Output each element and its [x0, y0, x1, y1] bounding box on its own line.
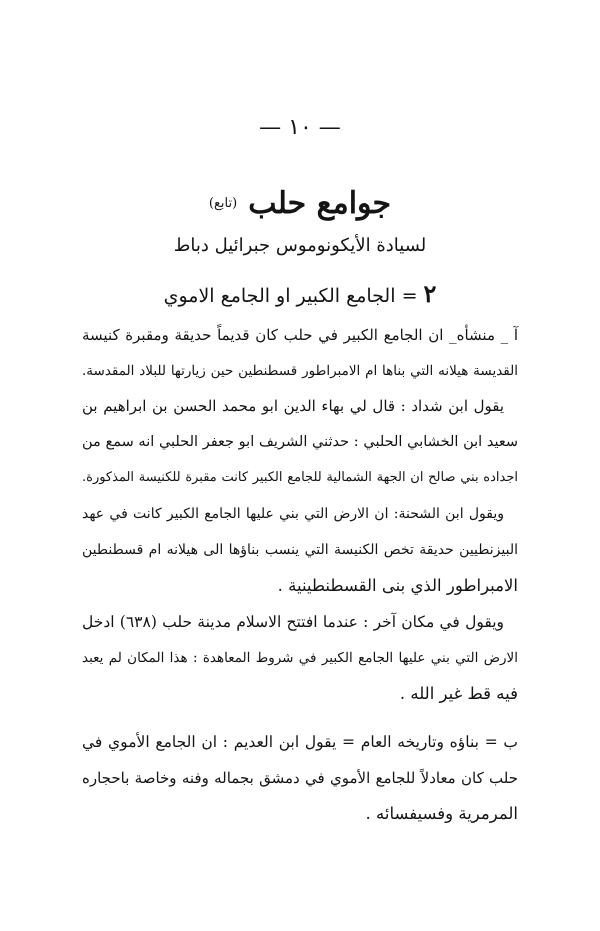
section-title: الجامع الكبير او الجامع الاموي — [163, 285, 396, 307]
section-dash: = — [401, 285, 418, 307]
text-line: ويقول في مكان آخر : عندما افتتح الاسلام مدينة حلب (٦٣٨) ادخل — [82, 613, 504, 631]
text-line: سعيد ابن الخشابي الحلبي : حدثني الشريف ابو جعفر الحلبي انه سمع من — [82, 434, 518, 450]
text-line: ب = بناؤه وتاريخه العام = يقول ابن العديم : ان الجامع الأموي في — [82, 733, 518, 751]
section-number: ٢ — [423, 279, 437, 308]
text-line: الارض التي بني عليها الجامع الكبير في شروط المعاهدة : هذا المكان لم يعبد — [82, 650, 518, 666]
text-line: الامبراطور الذي بنى القسطنطينية . — [277, 576, 518, 595]
text-line: القديسة هيلانه التي بناها ام الامبراطور قسطنطين حين زيارتها للبلاد المقدسة. — [82, 363, 518, 379]
text-line: حلب كان معادلاً للجامع الأموي في دمشق بجماله وفنه وخاصة باحجاره — [82, 769, 518, 787]
text-line: ويقول ابن الشحنة: ان الارض التي بني عليها الجامع الكبير كانت في عهد — [82, 506, 504, 522]
text-line: فيه قط غير الله . — [399, 684, 518, 703]
text-line: يقول ابن شداد : قال لي بهاء الدين ابو محمد الحسن بن ابراهيم بن — [82, 397, 504, 415]
title-text: جوامع حلب — [248, 186, 392, 221]
article-title — [0, 186, 600, 221]
text-line: آ _ منشأه_ ان الجامع الكبير في حلب كان قديماً حديقة ومقبرة كنيسة — [82, 326, 518, 344]
page-number: — ١٠ — — [259, 115, 341, 140]
author-line: لسيادة الأيكونوموس جبرائيل دباط — [173, 235, 427, 256]
text-line: البيزنطيين حديقة تخص الكنيسة التي ينسب بناؤها الى هيلانه ام قسطنطين — [82, 542, 518, 558]
text-line: اجداده بني صالح ان الجهة الشمالية للجامع الكبير كانت مقبرة للكنيسة المذكورة. — [82, 470, 518, 485]
section-heading — [0, 279, 600, 308]
title-note: (تابع) — [208, 195, 238, 211]
text-line: المرمرية وفسيفسائه . — [365, 804, 518, 823]
